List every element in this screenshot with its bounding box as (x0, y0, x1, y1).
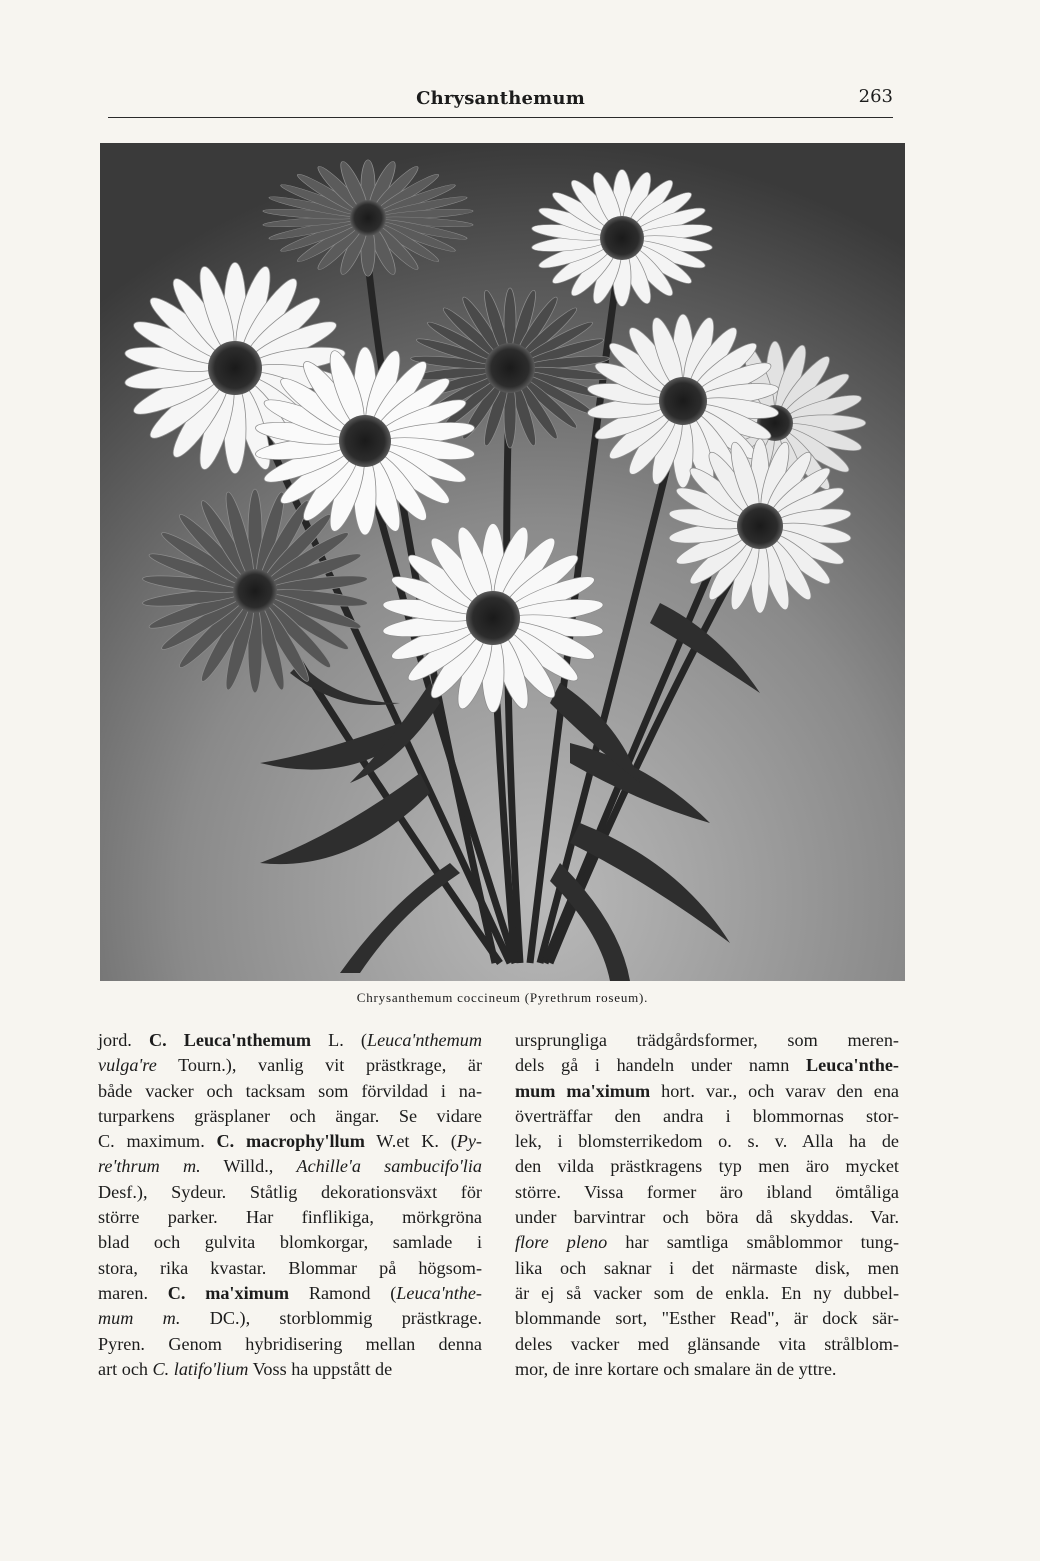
text-run: lek, i blomsterrikedom o. s. v. Alla ha de (515, 1131, 899, 1152)
italic-term: Py- (456, 1131, 482, 1152)
text-line (98, 1104, 482, 1129)
text-run: dels gå i handeln under namn (515, 1055, 807, 1076)
bold-term: Leuca'nthe- (806, 1055, 899, 1076)
text-run: blommande sort, "Esther Read", är dock sär- (515, 1308, 899, 1329)
italic-term: Leuca'nthemum (366, 1030, 482, 1050)
text-run: ursprungliga trädgårdsformer, som meren- (515, 1030, 899, 1050)
text-run: hort. var., och varav den ena (650, 1080, 899, 1101)
text-run: W.et K. ( (364, 1131, 457, 1152)
bold-term: C. macrophy'llum (216, 1131, 365, 1152)
text-line (515, 1306, 899, 1331)
text-run: Ramond ( (289, 1282, 397, 1303)
text-line (515, 1180, 899, 1205)
text-run: Desf.), Sydeur. Ståtlig dekorationsväxt för (98, 1181, 482, 1202)
text-line (515, 1332, 899, 1357)
flower-photograph (100, 143, 905, 981)
text-line (98, 1154, 482, 1179)
figure-caption: Chrysanthemum coccineum (Pyrethrum roseum). (356, 990, 649, 1005)
text-line (515, 1357, 899, 1382)
text-run: Willd., (200, 1156, 297, 1177)
text-run: stora, rika kvastar. Blommar på högsom- (98, 1257, 482, 1278)
text-run: större. Vissa former äro ibland ömtåliga (515, 1181, 899, 1202)
bold-term: mum ma'ximum (515, 1080, 651, 1101)
text-run: art och (98, 1358, 153, 1379)
text-line (515, 1028, 899, 1053)
text-line (98, 1079, 482, 1104)
text-line (98, 1281, 482, 1306)
text-line (98, 1357, 482, 1382)
italic-term: flore pleno (515, 1232, 608, 1253)
text-run: större parker. Har finflikiga, mörkgröna (98, 1207, 482, 1228)
text-line (515, 1053, 899, 1078)
text-run: Voss ha uppstått de (248, 1358, 393, 1379)
text-line (98, 1053, 482, 1078)
bold-term: C. Leuca'nthemum (148, 1030, 312, 1050)
text-line (98, 1332, 482, 1357)
bold-term: C. ma'ximum (167, 1282, 290, 1303)
text-line (515, 1079, 899, 1104)
italic-term: vulga're (98, 1055, 157, 1076)
text-run: L. ( (311, 1030, 367, 1050)
text-line (98, 1306, 482, 1331)
text-run: maren. (98, 1282, 168, 1303)
text-run: lika och saknar i det närmaste disk, men (515, 1257, 899, 1278)
running-head-title: Chrysanthemum (416, 88, 585, 109)
text-line (515, 1154, 899, 1179)
text-line (515, 1281, 899, 1306)
text-line (515, 1104, 899, 1129)
text-line (98, 1129, 482, 1154)
text-line (515, 1129, 899, 1154)
text-run: deles vacker med glänsande vita strålblom- (515, 1333, 899, 1354)
text-run: C. maximum. (98, 1131, 217, 1152)
text-run: mor, de inre kortare och smalare än de yttre. (515, 1358, 837, 1379)
text-run: den vilda prästkragens typ men äro mycket (515, 1156, 899, 1177)
text-run: turparkens gräsplaner och ängar. Se vidare (98, 1105, 482, 1126)
text-run: under barvintrar och böra då skyddas. Var. (515, 1207, 899, 1228)
text-run: blad och gulvita blomkorgar, samlade i (98, 1232, 482, 1253)
text-line (515, 1230, 899, 1255)
italic-term: Leuca'nthe- (396, 1282, 482, 1303)
text-run: Tourn.), vanlig vit prästkrage, är (156, 1055, 482, 1076)
header-rule (108, 117, 893, 118)
page-number: 263 (858, 86, 893, 107)
text-line (515, 1205, 899, 1230)
flower-photo-illustration (100, 143, 905, 981)
text-line (98, 1230, 482, 1255)
italic-term: C. latifo'lium (152, 1358, 249, 1379)
text-run: DC.), storblommig prästkrage. (180, 1308, 483, 1329)
text-run: är ej så vacker som de enkla. En ny dubbel- (515, 1282, 899, 1303)
text-line (515, 1256, 899, 1281)
text-line (98, 1256, 482, 1281)
italic-term: Achille'a sambucifo'lia (296, 1156, 482, 1177)
running-head (108, 82, 893, 118)
text-run: både vacker och tacksam som förvildad i na- (98, 1080, 482, 1101)
text-column-right (515, 1028, 899, 1382)
text-run: Pyren. Genom hybridisering mellan denna (98, 1333, 482, 1354)
text-line (98, 1028, 482, 1053)
italic-term: re'thrum m. (98, 1156, 201, 1177)
text-line (98, 1180, 482, 1205)
text-run: har samtliga småblommor tung- (607, 1232, 900, 1253)
text-line (98, 1205, 482, 1230)
italic-term: mum m. (98, 1308, 181, 1329)
text-run: överträffar den andra i blommornas stor- (515, 1105, 899, 1126)
text-column-left (98, 1028, 482, 1382)
text-run: jord. (98, 1030, 149, 1050)
